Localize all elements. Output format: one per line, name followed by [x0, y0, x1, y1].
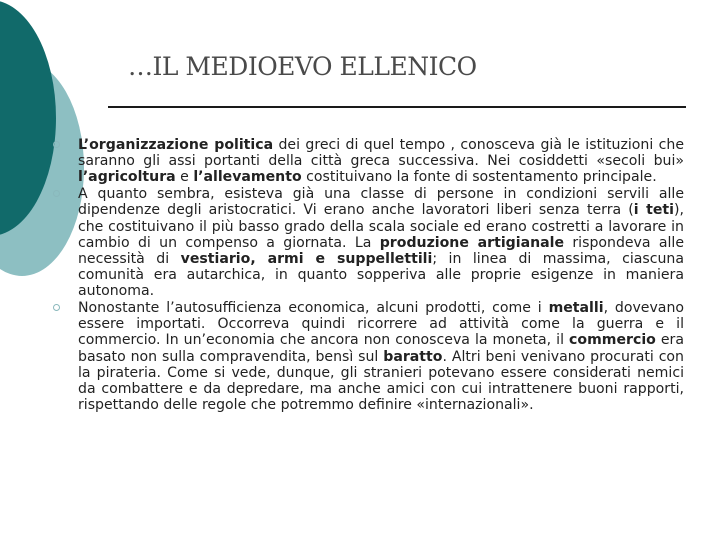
bold-text-segment: L’organizzazione politica: [78, 137, 274, 153]
bold-text-segment: i teti: [633, 202, 674, 219]
bold-text-segment: l’agricoltura: [78, 169, 176, 186]
title-underline: [108, 106, 686, 108]
bold-text-segment: baratto: [383, 348, 443, 365]
bold-text-segment: vestiario, armi e suppellettili: [180, 250, 433, 267]
text-segment: , dovevano essere importati. Occorreva quindi ricorrere ad attività come la guerra e il commercio. In un’economia che ancora non conosceva la moneta, il: [78, 300, 685, 349]
bullet-marker-icon: [53, 141, 60, 148]
bullet-text: [78, 137, 684, 185]
bullet-text: [78, 186, 684, 299]
text-segment: ), che costituivano il più basso grado della scala sociale ed erano costretti a lavorare in cambio di un compenso a giornata. La: [78, 202, 684, 251]
text-segment: rispondeva alle necessità di: [78, 234, 685, 267]
text-segment: era basato non sulla compravendita, bensì sul: [78, 332, 684, 365]
bold-text-segment: commercio: [569, 332, 656, 349]
bullet-item: [50, 137, 684, 186]
slide-title: …IL MEDIOEVO ELLENICO: [128, 52, 477, 81]
bullet-marker-icon: [53, 304, 60, 311]
text-segment: ; in linea di massima, ciascuna comunità era autarchica, in quanto sopperiva alle proprie esigenze in maniera autonoma.: [78, 250, 685, 300]
bullet-item: [50, 300, 684, 413]
text-segment: e: [175, 169, 194, 186]
bullet-text: [78, 300, 684, 413]
bullet-marker-icon: [53, 190, 60, 197]
bold-text-segment: produzione artigianale: [379, 234, 565, 251]
text-segment: . Altri beni venivano procurati con la pirateria. Come si vede, dunque, gli stranieri potevano essere considerati nemici da combattere e da depredare, ma anche amici con cui intrattenere buoni rapporti, rispettando delle regole che potremmo definire «internazionali».: [78, 348, 684, 414]
bullet-item: [50, 186, 684, 299]
bullet-list: [50, 137, 684, 413]
text-segment: Nonostante l’autosufficienza economica, alcuni prodotti, come i: [78, 300, 549, 317]
bold-text-segment: l’allevamento: [193, 169, 302, 186]
text-segment: dei greci di quel tempo , conosceva già le istituzioni che saranno gli assi portanti della città greca successiva. Nei cosiddetti «secoli bui»: [78, 137, 684, 170]
bold-text-segment: metalli: [548, 300, 604, 317]
text-segment: A quanto sembra, esisteva già una classe di persone in condizioni servili alle dipendenze degli aristocratici. Vi erano anche lavoratori liberi senza terra (: [78, 186, 684, 219]
text-segment: costituivano la fonte di sostentamento principale.: [301, 169, 657, 186]
